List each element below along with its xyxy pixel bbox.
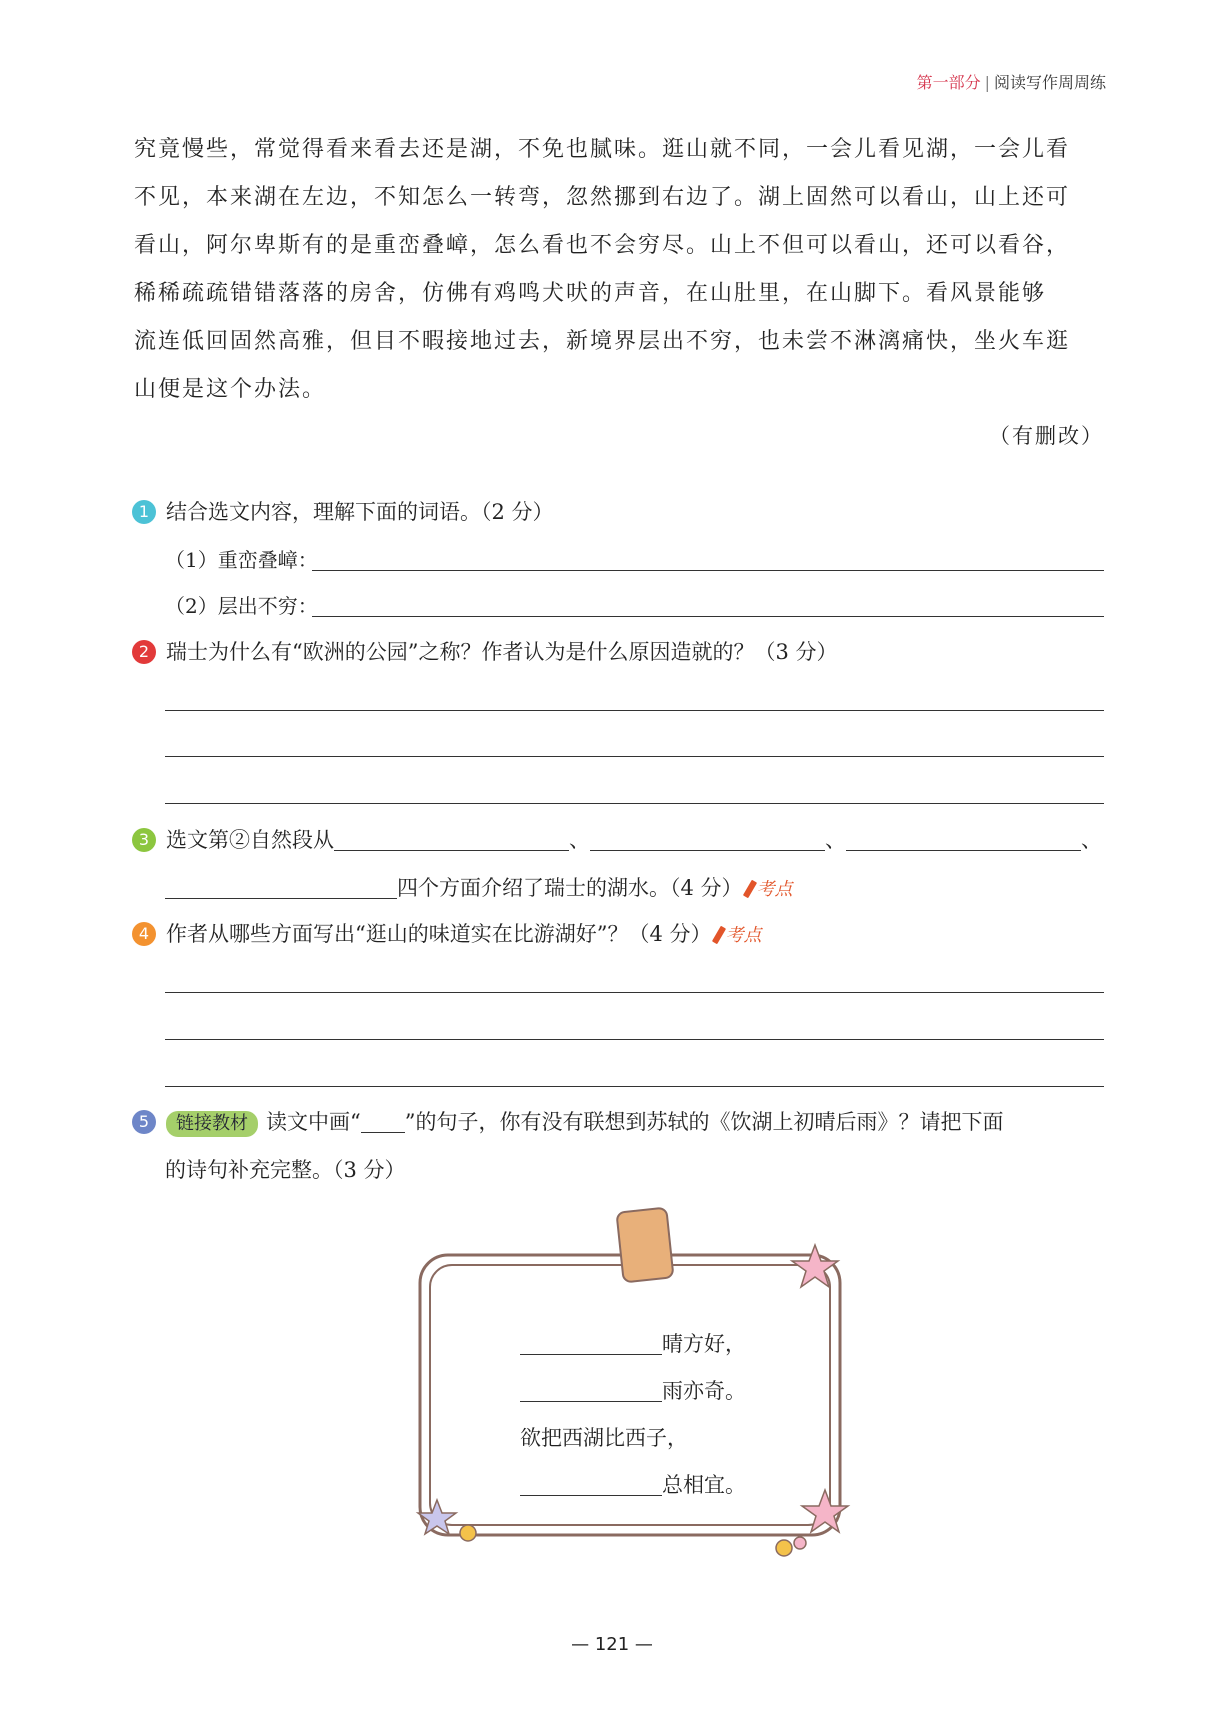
answer-blank[interactable]	[846, 850, 1081, 851]
answer-line[interactable]	[165, 756, 1104, 757]
question-number-badge: 3	[132, 828, 156, 852]
answer-blank[interactable]	[520, 1401, 662, 1402]
star-icon	[418, 1500, 456, 1534]
question-text: 结合选文内容，理解下面的词语。（2 分）	[166, 500, 554, 524]
passage-line: 山便是这个办法。	[134, 377, 327, 402]
question-number-badge: 4	[132, 922, 156, 946]
page-number: — 121 —	[571, 1634, 653, 1655]
question-5-continued: 的诗句补充完整。（3 分）	[165, 1158, 406, 1182]
separator: 、	[569, 828, 590, 852]
clip-icon	[616, 1208, 673, 1283]
answer-line[interactable]	[165, 1039, 1104, 1040]
answer-line[interactable]	[165, 710, 1104, 711]
dot-icon	[776, 1540, 792, 1556]
sub-question-1: （1）重峦叠嶂：	[165, 548, 318, 572]
answer-line[interactable]	[165, 1086, 1104, 1087]
kaodian-label: 考点	[725, 925, 762, 946]
question-number-badge: 5	[132, 1110, 156, 1134]
passage-line: 流连低回固然高雅，但目不暇接地过去，新境界层出不穷，也未尝不淋漓痛快，坐火车逛	[134, 329, 1071, 354]
question-number-badge: 1	[132, 500, 156, 524]
question-text: 作者从哪些方面写出“逛山的味道实在比游湖好”？（4 分）	[166, 922, 712, 946]
passage-line: 究竟慢些，常觉得看来看去还是湖，不免也腻味。逛山就不同，一会儿看见湖，一会儿看	[134, 137, 1071, 162]
passage-line: 稀稀疏疏错错落落的房舍，仿佛有鸡鸣犬吠的声音，在山肚里，在山脚下。看风景能够	[134, 281, 1047, 306]
kaodian-mark	[716, 925, 762, 946]
question-3-continued	[165, 872, 793, 902]
question-5	[132, 1106, 1003, 1137]
question-text: 瑞士为什么有“欧洲的公园”之称？作者认为是什么原因造就的？（3 分）	[166, 640, 838, 664]
poem-line-3: 欲把西湖比西子，	[520, 1426, 688, 1450]
poem-line-2	[520, 1375, 746, 1405]
separator: 、	[1081, 828, 1102, 852]
question-text: 四个方面介绍了瑞士的湖水。（4 分）	[397, 876, 743, 900]
answer-blank[interactable]	[520, 1495, 662, 1496]
answer-blank[interactable]	[165, 898, 397, 899]
answer-blank[interactable]	[590, 850, 825, 851]
dot-icon	[794, 1537, 806, 1549]
pencil-icon	[711, 926, 725, 945]
answer-blank[interactable]	[520, 1354, 662, 1355]
passage-line: 不见，本来湖在左边，不知怎么一转弯，忽然挪到右边了。湖上固然可以看山，山上还可	[134, 185, 1071, 210]
question-1	[132, 496, 554, 526]
separator: 、	[825, 828, 846, 852]
underline-sample	[361, 1132, 405, 1133]
sub-question-2: （2）层出不穷：	[165, 594, 318, 618]
answer-line[interactable]	[165, 803, 1104, 804]
answer-line[interactable]	[165, 992, 1104, 993]
kaodian-label: 考点	[756, 879, 793, 900]
question-4	[132, 918, 762, 948]
pencil-icon	[742, 880, 756, 899]
header-separator: |	[984, 73, 990, 92]
star-icon	[792, 1245, 838, 1287]
answer-line[interactable]	[312, 616, 1104, 617]
part-label: 第一部分	[916, 73, 981, 92]
passage-line: 看山，阿尔卑斯有的是重峦叠嶂，怎么看也不会穷尽。山上不但可以看山，还可以看谷，	[134, 233, 1071, 258]
reading-passage	[134, 126, 1104, 414]
kaodian-mark	[747, 879, 793, 900]
poem-line-1	[520, 1328, 746, 1358]
poem-text: 总相宜。	[662, 1473, 746, 1497]
source-note: （有删改）	[989, 424, 1104, 448]
answer-blank[interactable]	[334, 850, 569, 851]
question-2	[132, 636, 838, 666]
textbook-link-tag: 链接教材	[166, 1111, 258, 1137]
answer-line[interactable]	[312, 570, 1104, 571]
poem-line-4	[520, 1469, 746, 1499]
section-label: 阅读写作周周练	[993, 73, 1106, 92]
question-text: ”的句子，你有没有联想到苏轼的《饮湖上初晴后雨》？请把下面	[404, 1110, 1004, 1134]
poem-text: 晴方好，	[662, 1332, 746, 1356]
question-number-badge: 2	[132, 640, 156, 664]
question-text: 选文第②自然段从	[166, 828, 334, 852]
poem-text: 雨亦奇。	[662, 1379, 746, 1403]
question-3	[132, 824, 1102, 854]
dot-icon	[460, 1525, 476, 1541]
page-header	[917, 70, 1106, 93]
question-text: 读文中画“	[266, 1110, 361, 1134]
